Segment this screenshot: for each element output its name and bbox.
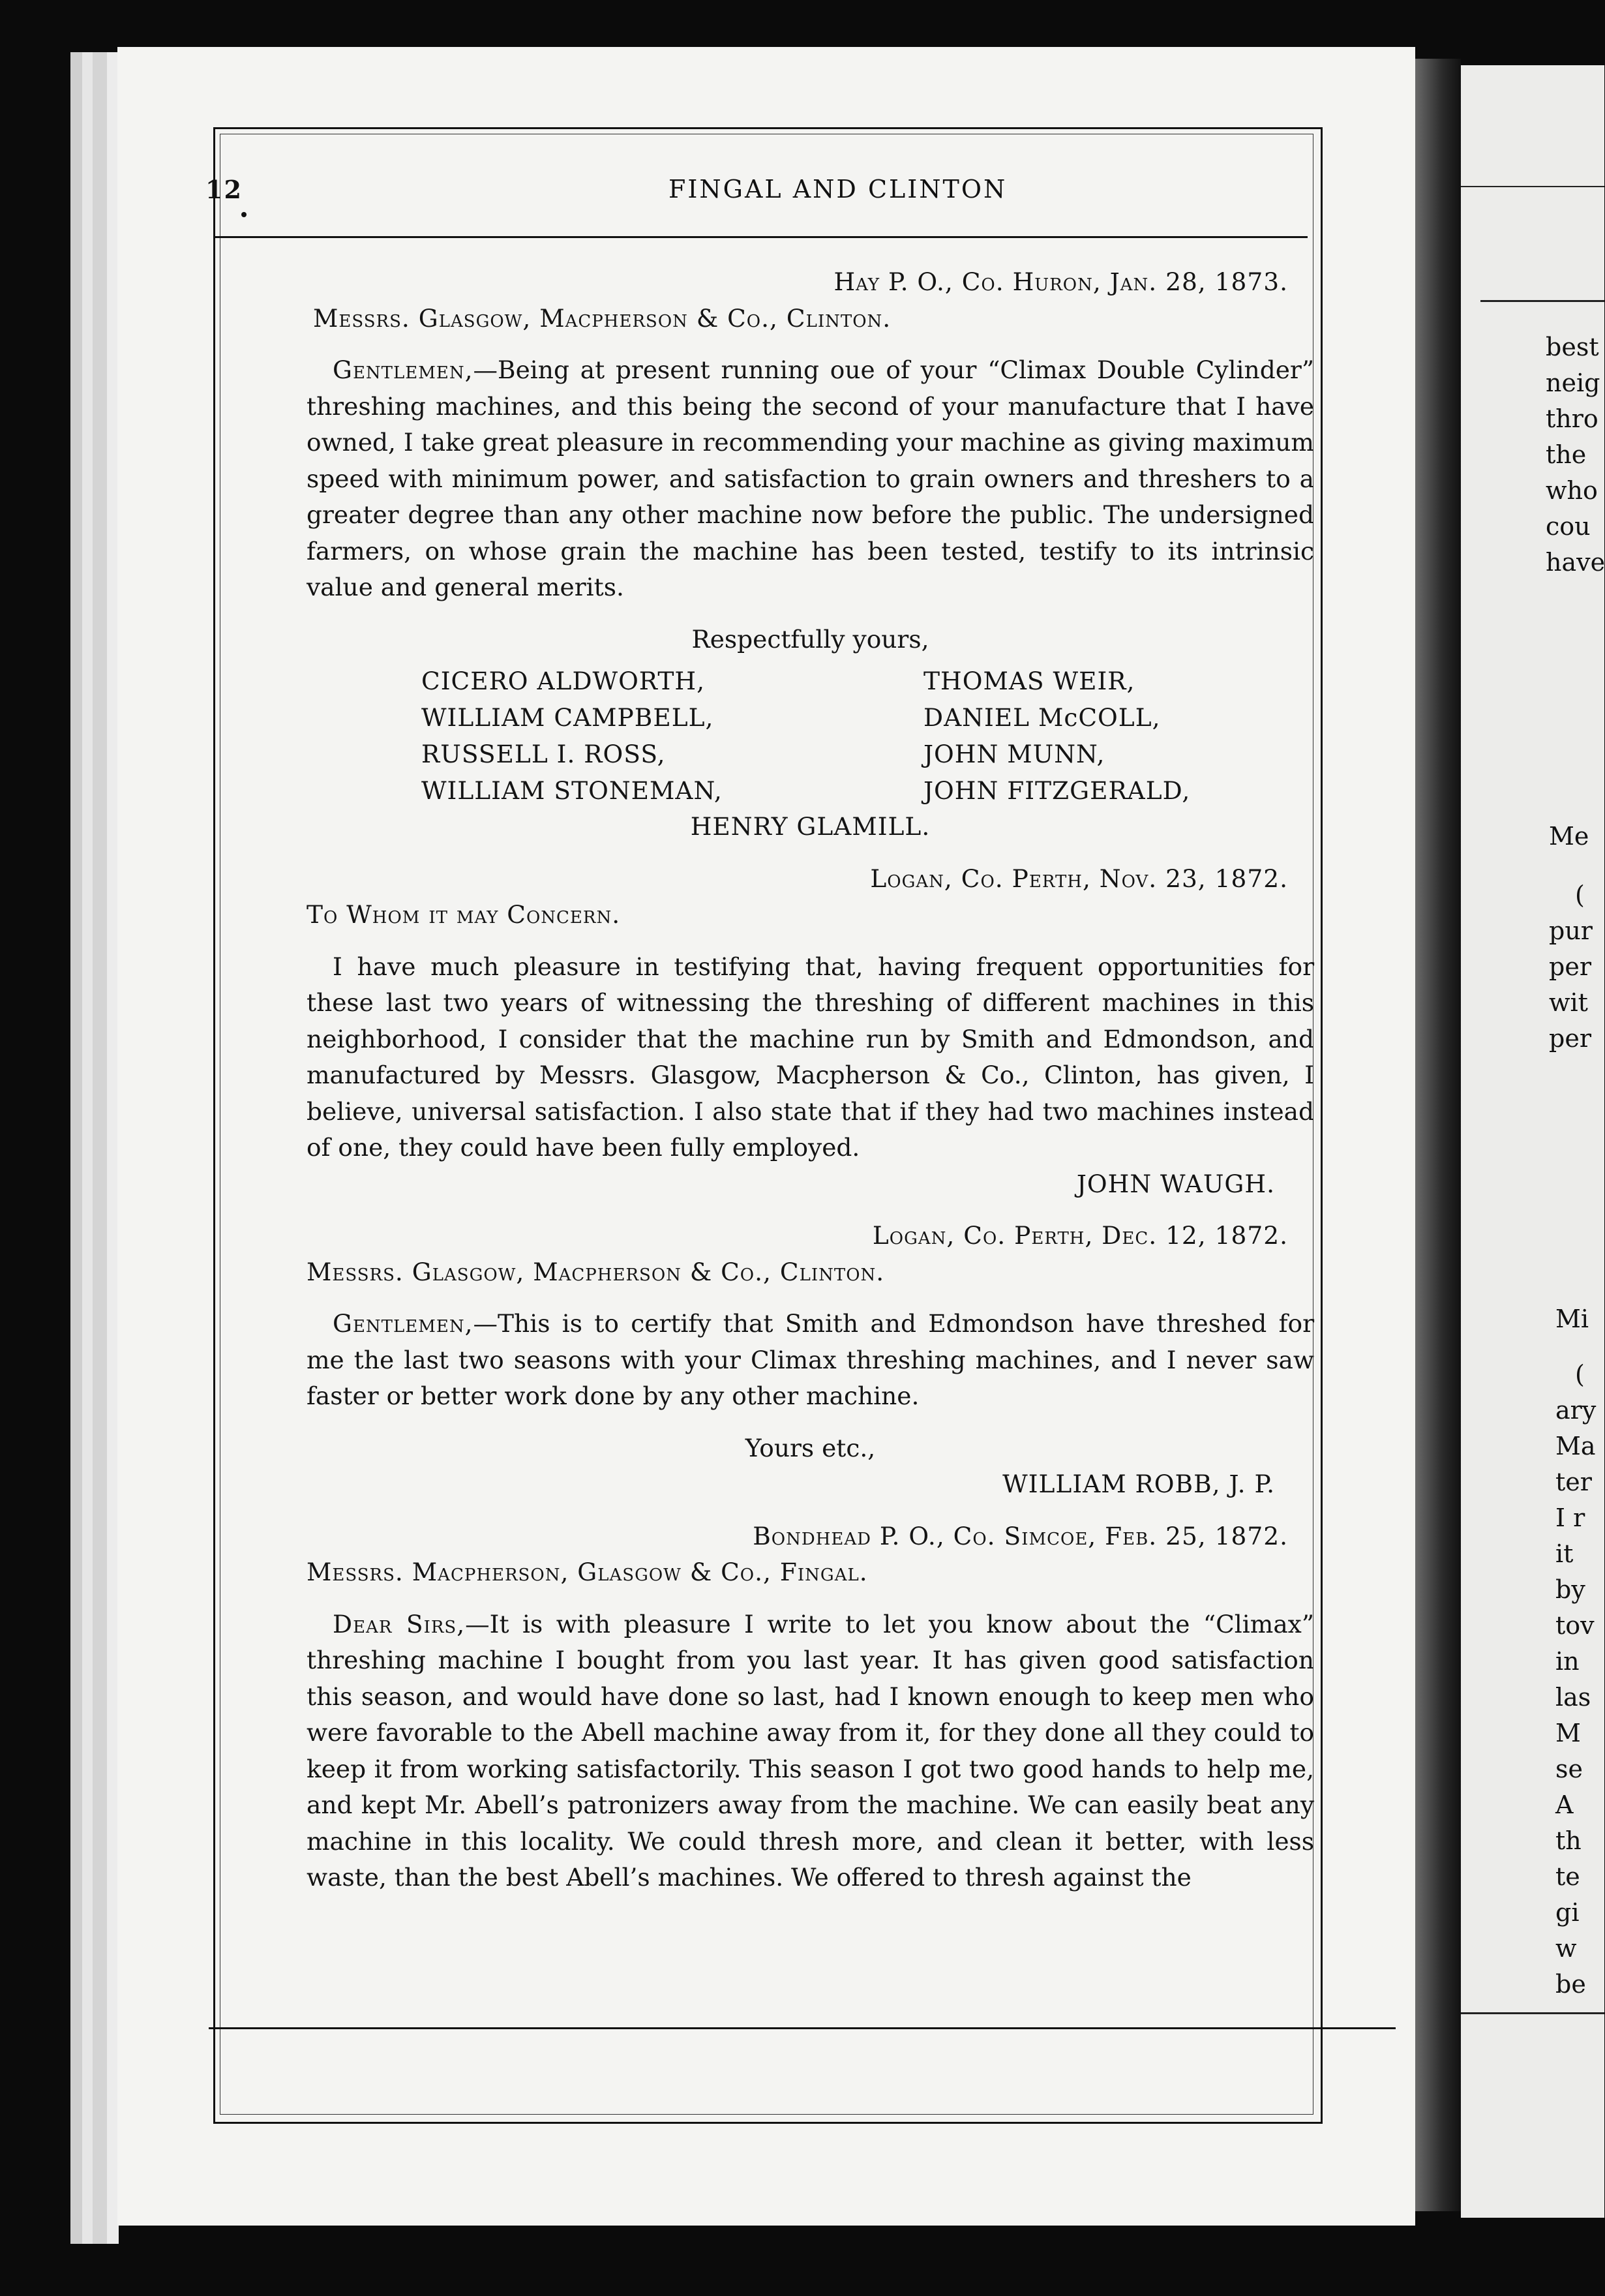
signatory: HENRY GLAMILL. (690, 812, 931, 841)
facing-page-word: it (1555, 1539, 1574, 1568)
facing-page-word: have (1546, 548, 1605, 577)
addressee: Messrs. Glasgow, Macpherson & Co., Clinton. (307, 1257, 885, 1286)
facing-page-rule (1480, 300, 1604, 302)
closing: Yours etc., (745, 1433, 876, 1462)
page-stack-edge (93, 52, 107, 2244)
facing-page-word: A (1555, 1790, 1574, 1819)
facing-page-word: wit (1549, 988, 1588, 1017)
running-title: FINGAL AND CLINTON (668, 175, 1008, 204)
signature: WILLIAM ROBB, J. P. (1002, 1470, 1275, 1498)
facing-page-word: the (1546, 440, 1587, 469)
body-text: I have much pleasure in testifying that, having frequent opportunities for these last two years of witnessing the threshing of different machines in this neighborhood, I consider that the machine run by Smith and Edmondson, and manufactured by Messrs. Glasgow, Macpherson & Co., Clinton, has given, I believe, universal satisfaction. I also state that if they had two machines instead of one, they could have been fully employed. (307, 952, 1314, 1162)
facing-page-word: ary (1555, 1396, 1597, 1425)
facing-page-word: in (1555, 1647, 1580, 1676)
page-stack-edge (82, 52, 93, 2244)
salutation: Gentlemen, (333, 1309, 473, 1338)
facing-page-word: neig (1546, 369, 1600, 397)
letter-body (307, 1306, 1314, 1415)
signatory: WILLIAM CAMPBELL, (421, 703, 714, 732)
facing-page-word: thro (1546, 404, 1598, 433)
dateline: Logan, Co. Perth, Nov. 23, 1872. (870, 864, 1288, 893)
facing-page-word: th (1555, 1826, 1582, 1855)
facing-page-word: per (1549, 952, 1591, 981)
signatory: DANIEL McCOLL, (923, 703, 1161, 732)
facing-page-word: I r (1555, 1503, 1585, 1532)
page-stack-edge (70, 52, 82, 2244)
facing-page-word: w (1555, 1934, 1577, 1963)
header-rule (215, 236, 1308, 238)
facing-page-word: te (1555, 1862, 1580, 1891)
facing-page-word: las (1555, 1683, 1591, 1712)
facing-page-word: by (1555, 1575, 1585, 1604)
facing-page-border (1461, 2012, 1604, 2014)
signatory: JOHN MUNN, (923, 740, 1105, 768)
facing-page-word: Me (1549, 822, 1589, 851)
facing-page-word: M (1555, 1719, 1581, 1747)
running-head (199, 175, 1308, 214)
facing-page-word: cou (1546, 512, 1591, 541)
letter-body (307, 1607, 1314, 1896)
letter-body (307, 352, 1314, 606)
facing-page-word: who (1546, 476, 1598, 505)
dateline: Hay P. O., Co. Huron, Jan. 28, 1873. (833, 267, 1288, 296)
footer-rule (209, 2027, 1396, 2029)
body-text: —It is with pleasure I write to let you know about the “Climax” threshing machine I bought from you last year. It has given good satisfaction this season, and would have done so last, had I known enough to keep men who were favorable to the Abell machine away from it, for they done all they could to keep it from working satisfactorily. This season I got two good hands to help me, and kept Mr. Abell’s patronizers away from the machine. We can easily beat any machine in this locality. We could thresh more, and clean it better, with less waste, than the best Abell’s machines. We offered to thresh against the (307, 1609, 1314, 1892)
facing-page-word: per (1549, 1024, 1591, 1053)
signatory: RUSSELL I. ROSS, (421, 740, 666, 768)
signatory-list (421, 663, 1314, 809)
book-gutter (1415, 59, 1461, 2211)
signatory: THOMAS WEIR, (923, 667, 1135, 695)
facing-page-word: best (1546, 333, 1599, 361)
facing-page-word: be (1555, 1970, 1586, 1999)
facing-page-word: Mi (1555, 1305, 1589, 1333)
facing-page-word: ter (1555, 1468, 1592, 1496)
salutation: Dear Sirs, (333, 1609, 466, 1639)
facing-page-word: pur (1549, 916, 1593, 945)
facing-page-word: ( (1575, 881, 1585, 909)
body-text: —This is to certify that Smith and Edmondson have threshed for me the last two seasons with your Climax threshing machines, and I never saw faster or better work done by any other machine. (307, 1309, 1314, 1410)
addressee: Messrs. Macpherson, Glasgow & Co., Fingal. (307, 1558, 868, 1586)
facing-page-border (1461, 186, 1604, 187)
body-text: —Being at present running oue of your “Climax Double Cylinder” threshing machines, and this being the second of your manufacture that I have owned, I take great pleasure in recommending your machine as giving maximum speed with minimum power, and satisfaction to grain owners and threshers to a greater degree than any other machine now before the public. The undersigned farmers, on whose grain the machine has been tested, testify to its intrinsic value and general merits. (307, 355, 1314, 601)
facing-page-word: gi (1555, 1898, 1580, 1927)
facing-page-word: tov (1555, 1611, 1595, 1640)
salutation: Gentlemen, (333, 355, 473, 384)
signatory: JOHN FITZGERALD, (923, 776, 1191, 805)
dateline: Logan, Co. Perth, Dec. 12, 1872. (872, 1221, 1288, 1250)
facing-page-word: ( (1575, 1360, 1585, 1389)
signatory: CICERO ALDWORTH, (421, 667, 706, 695)
facing-page-word: Ma (1555, 1432, 1596, 1460)
signatory: WILLIAM STONEMAN, (421, 776, 723, 805)
signature: JOHN WAUGH. (1076, 1169, 1275, 1198)
closing: Respectfully yours, (691, 624, 929, 654)
facing-page (1461, 65, 1604, 2218)
page-number: 12 (205, 175, 243, 204)
dateline: Bondhead P. O., Co. Simcoe, Feb. 25, 1872. (753, 1521, 1288, 1550)
addressee: To Whom it may Concern. (307, 900, 621, 929)
page-text (307, 264, 1314, 1896)
addressee: Messrs. Glasgow, Macpherson & Co., Clinton. (313, 303, 892, 333)
facing-page-word: se (1555, 1755, 1583, 1783)
